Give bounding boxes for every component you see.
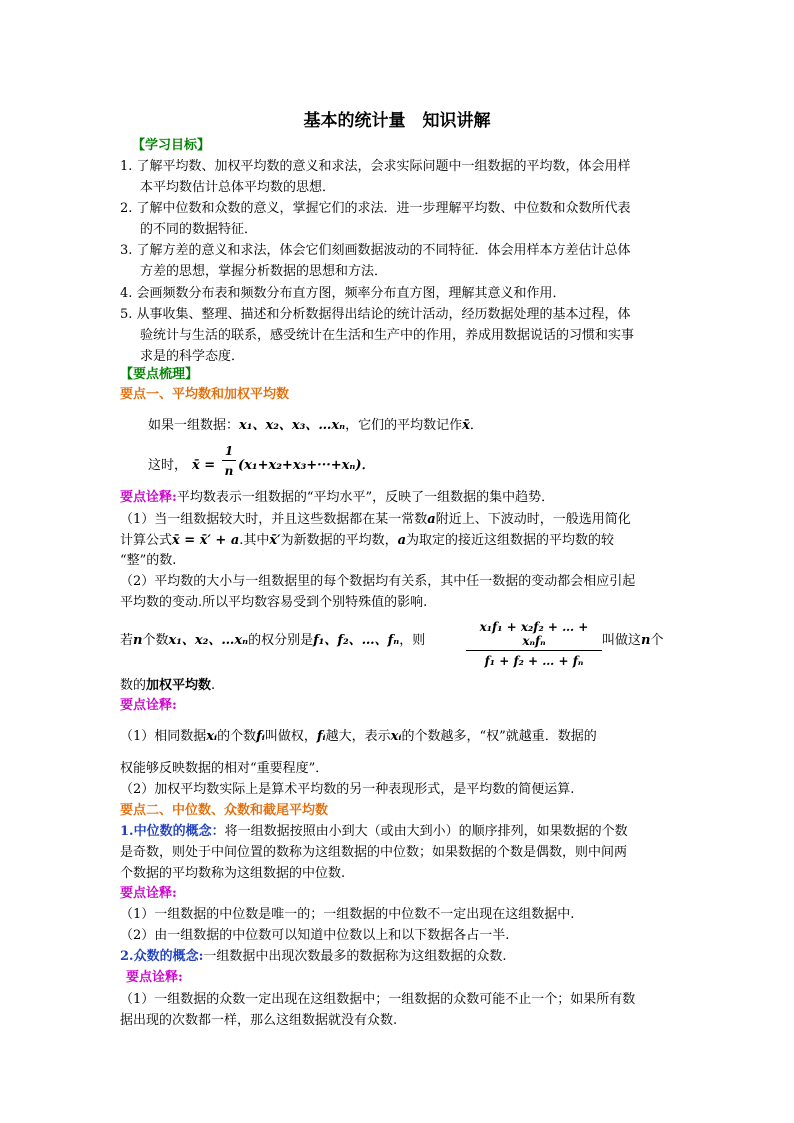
goal-5-line-2: 验统计与生活的联系，感受统计在生活和生产中的作用，养成用数据说话的习惯和实事 — [140, 328, 635, 343]
mode-text: 一组数据中出现次数最多的数据称为这组数据的众数. — [203, 949, 507, 964]
note-text: 平均数表示一组数据的“平均水平”，反映了一组数据的集中趋势． — [176, 490, 555, 505]
point1-heading: 要点一、平均数和加权平均数 — [120, 387, 290, 402]
goal-3-line-2: 方差的思想，掌握分析数据的思想和方法． — [140, 264, 388, 279]
n2-fi: fᵢ — [256, 729, 265, 744]
p1-text-b: 附近上、下波动时，一般选用简化 — [435, 512, 631, 527]
median-line-1 — [120, 823, 628, 841]
weighted-mean-term: 加权平均数 — [146, 678, 212, 693]
n2-text-d: 越大，表示 — [325, 729, 391, 744]
key-points-heading: 【要点梳理】 — [120, 367, 199, 382]
point2-note2-label: 要点诠释: — [126, 970, 183, 985]
goal-5-line-3: 求是的科学态度． — [140, 349, 245, 364]
p1-text-a: （1）当一组数据较大时，并且这些数据都在某一常数 — [120, 512, 428, 527]
note-label: 要点诠释: — [120, 490, 177, 505]
p2-line-1: （2）平均数的大小与一组数据里的每个数据均有关系，其中任一数据的变动都会相应引起 — [120, 574, 636, 589]
mean-formula-lhs: x̄ = — [192, 458, 216, 473]
weighted-variables: x₁、x₂、…xₙ — [168, 633, 249, 648]
n2-text-a: （1）相同数据 — [120, 729, 207, 744]
mean-formula-fraction — [222, 444, 236, 478]
intro-text-c: ． — [469, 418, 483, 433]
weighted-l2-text-a: 数的 — [120, 678, 147, 693]
constant-a-2: a — [397, 533, 407, 548]
learning-goals-heading: 【学习目标】 — [132, 138, 211, 153]
p1-line-1 — [120, 511, 631, 529]
weighted-text-d: ，则 — [399, 633, 426, 648]
goal-2-line-2: 的不同的数据特征． — [140, 222, 258, 237]
n2-xi: xᵢ — [206, 729, 218, 744]
n2-text-b: 的个数 — [217, 729, 257, 744]
weighted-denominator: f₁ + f₂ + … + fₙ — [484, 654, 584, 668]
page-title: 基本的统计量 知识讲解 — [303, 111, 491, 131]
weighted-text-c: 的权分别是 — [248, 633, 314, 648]
mode-note-line-1: （1）一组数据的众数一定出现在这组数据中；一组数据的众数可能不止一个；如果所有数 — [120, 992, 636, 1007]
goal-5-line-1: 5. 从事收集、整理、描述和分析数据得出结论的统计活动，经历数据处理的基本过程，体 — [120, 307, 631, 322]
goal-4-line-1: 4. 会画频数分布表和频数分布直方图，频率分布直方图，理解其意义和作用． — [120, 286, 566, 301]
p1-line-2 — [120, 532, 614, 550]
goal-3-line-1: 3. 了解方差的意义和求法，体会它们刻画数据波动的不同特征．体会用样本方差估计总体 — [120, 243, 631, 258]
weighted-numerator: x₁f₁ + x₂f₂ + … + xₙfₙ — [466, 620, 602, 651]
n2-text-c: 叫做权， — [264, 729, 317, 744]
weighted-n-2: n — [641, 633, 651, 648]
p1-l2-text-b: .其中 — [239, 533, 270, 548]
weighted-text-a: 若 — [120, 633, 134, 648]
mode-label: 2.众数的概念: — [120, 949, 204, 964]
p1-l2-text-c: 为新数据的平均数， — [280, 533, 398, 548]
mean-formula-body: (x₁+x₂+x₃+···+xₙ)． — [238, 458, 375, 473]
n2-text-e: 的个数越多，“权”就越重．数据的 — [401, 729, 597, 744]
median-note-1: （1）一组数据的中位数是唯一的；一组数据的中位数不一定出现在这组数据中. — [120, 907, 575, 922]
median-text-1: 将一组数据按照由小到大（或由大到小）的顺序排列，如果数据的个数 — [224, 824, 628, 839]
weighted-text-f: 个 — [650, 633, 664, 648]
p1-l2-text-d: 为取定的接近这组数据的平均数的较 — [406, 533, 615, 548]
goal-2-line-1: 2. 了解中位数和众数的意义，掌握它们的求法．进一步理解平均数、中位数和众数所代表 — [120, 201, 631, 216]
n2-line-1 — [120, 728, 597, 746]
intro-variables: x₁、x₂、x₃、…xₙ — [239, 418, 346, 433]
n2-xi-2: xᵢ — [390, 729, 402, 744]
mean-formula-prefix: 这时， — [148, 458, 188, 473]
point1-note2-label: 要点诠释: — [120, 698, 177, 713]
point2-heading: 要点二、中位数、众数和截尾平均数 — [120, 803, 329, 818]
weighted-n: n — [133, 633, 143, 648]
point1-note — [120, 489, 554, 507]
p1-line-3: “整”的数. — [120, 553, 177, 568]
weighted-line-1 — [120, 632, 425, 650]
median-label: 1.中位数的概念： — [120, 824, 225, 839]
mean-fraction-numerator: 1 — [222, 444, 236, 461]
median-line-2: 是奇数，则处于中间位置的数称为这组数据的中位数；如果数据的个数是偶数，则中间两 — [120, 845, 628, 860]
intro-xbar: x̄ — [462, 418, 470, 433]
n2-line-2: 权能够反映数据的相对“重要程度”． — [120, 761, 329, 776]
mode-line — [120, 948, 507, 966]
weighted-weights: f₁、f₂、…、fₙ — [313, 633, 400, 648]
point2-note-label: 要点诠释: — [120, 886, 177, 901]
weighted-text-b: 个数 — [142, 633, 169, 648]
n2-fi-2: fᵢ — [316, 729, 326, 744]
mean-fraction-denominator: n — [224, 464, 234, 478]
goal-1-line-2: 本平均数估计总体平均数的思想． — [140, 180, 336, 195]
constant-a: a — [427, 512, 436, 527]
weighted-line-2 — [120, 677, 215, 695]
weighted-l2-text-b: . — [211, 678, 216, 693]
simplified-formula: x̄ = x̄′ + a — [172, 533, 240, 548]
mode-note-line-2: 据出现的次数都一样，那么这组数据就没有众数. — [120, 1013, 398, 1028]
median-line-3: 个数据的平均数称为这组数据的中位数. — [120, 866, 346, 881]
p2-line-2: 平均数的变动.所以平均数容易受到个别特殊值的影响. — [120, 595, 428, 610]
point1-intro — [148, 417, 483, 435]
new-mean-var: x̄′ — [269, 533, 281, 548]
n2-line-3: （2）加权平均数实际上是算术平均数的另一种表现形式，是平均数的简便运算. — [120, 782, 575, 797]
p1-l2-text-a: 计算公式 — [120, 533, 173, 548]
goal-1-line-1: 1. 了解平均数、加权平均数的意义和求法，会求实际问题中一组数据的平均数，体会用样 — [120, 159, 631, 174]
weighted-mean-fraction — [466, 620, 602, 668]
median-note-2: （2）由一组数据的中位数可以知道中位数以上和以下数据各占一半. — [120, 928, 510, 943]
intro-text-a: 如果一组数据： — [148, 418, 240, 433]
weighted-line-1-end — [602, 632, 663, 650]
weighted-text-e: 叫做这 — [602, 633, 642, 648]
intro-text-b: ，它们的平均数记作 — [345, 418, 463, 433]
